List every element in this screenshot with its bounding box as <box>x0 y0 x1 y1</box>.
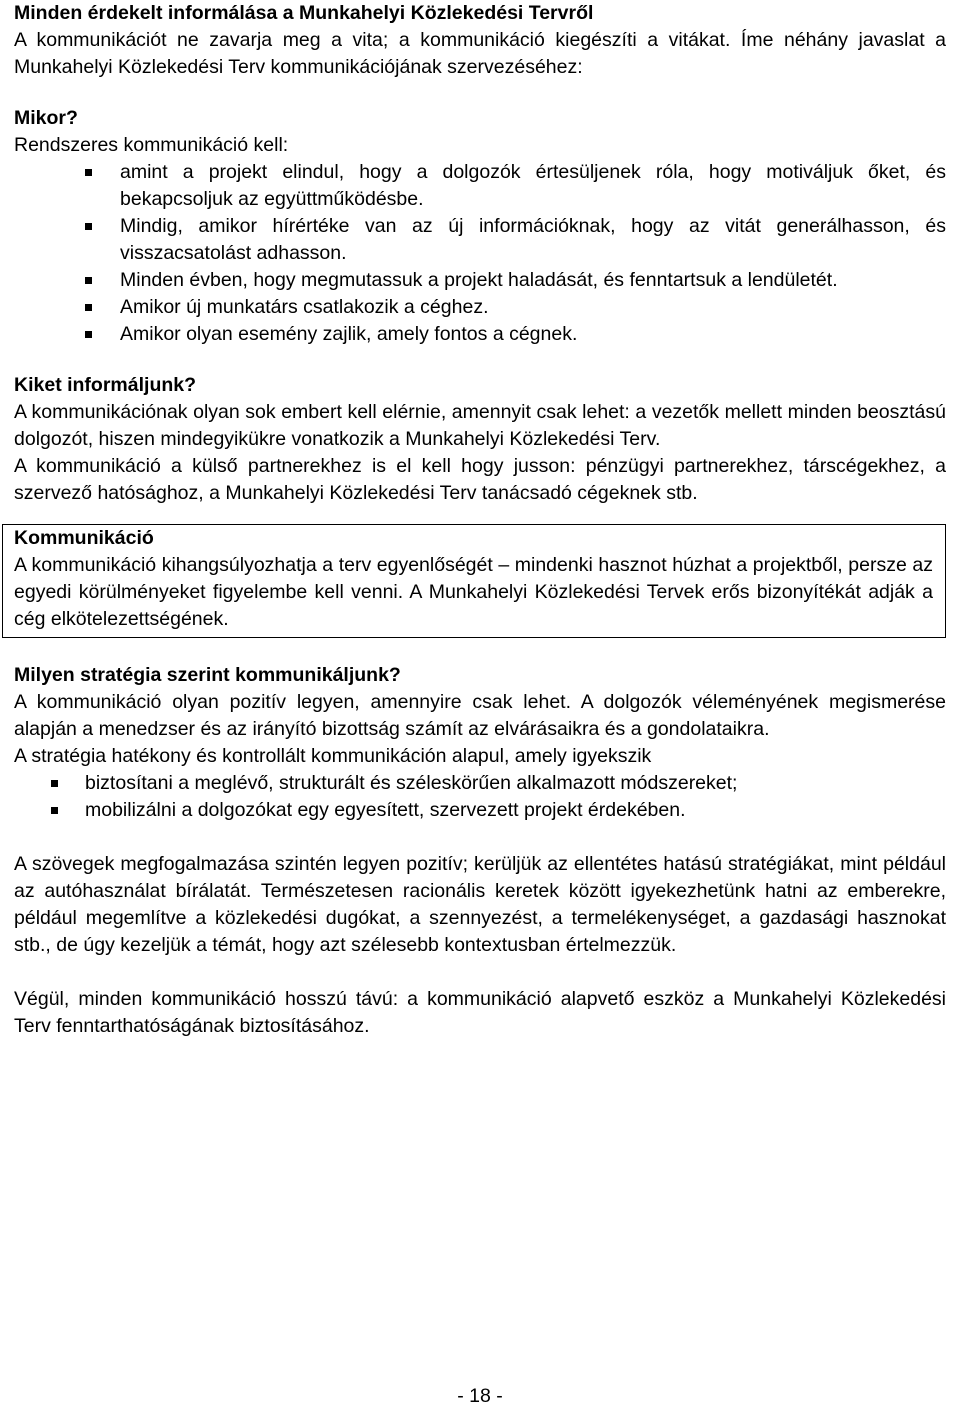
bullet-square-icon <box>85 304 92 311</box>
who-paragraph-1: A kommunikációnak olyan sok embert kell elérnie, amennyit csak lehet: a vezetők mellett minden beosztású dolgozót, hiszen mindegyikükre vonatkozik a Munkahelyi Közlekedési Terv. <box>14 401 946 450</box>
bullet-square-icon <box>85 223 92 230</box>
bullet-square-icon <box>85 277 92 284</box>
list-item: Minden évben, hogy megmutassuk a projekt haladását, és fenntartsuk a lendületét. <box>14 267 946 294</box>
list-item: biztosítani a meglévő, strukturált és széleskörűen alkalmazott módszereket; <box>14 770 946 797</box>
who-paragraph-2: A kommunikáció a külső partnerekhez is el kell hogy jusson: pénzügyi partnerekhez, társcégekhez, a szervező hatósághoz, a Munkahelyi Közlekedési Terv tanácsadó cégeknek stb. <box>14 455 946 504</box>
strategy-list <box>14 770 946 824</box>
box-paragraph: A kommunikáció kihangsúlyozhatja a terv egyenlőségét – mindenki hasznot húzhat a projektből, persze az egyedi körülményeket figyelembe kell venni. A Munkahelyi Közlekedési Tervek erős bizonyítékát adják a cég elkötelezettségének. <box>14 554 933 630</box>
strategy-paragraph-1: A kommunikáció olyan pozitív legyen, amennyire csak lehet. A dolgozók véleményének megismerése alapján a menedzser és az irányító bizottság számít az elvárásaikra és a gondolataikra. <box>14 691 946 740</box>
strategy-paragraph-4: Végül, minden kommunikáció hosszú távú: a kommunikáció alapvető eszköz a Munkahelyi Közlekedési Terv fenntarthatóságának biztosításához. <box>14 988 946 1037</box>
page-number: - 18 - <box>457 1385 503 1407</box>
bullet-square-icon <box>85 169 92 176</box>
section-title: Minden érdekelt informálása a Munkahelyi Közlekedési Tervről <box>14 2 594 24</box>
document-page <box>14 0 946 1040</box>
bullet-square-icon <box>85 331 92 338</box>
list-item: Amikor olyan esemény zajlik, amely fontos a cégnek. <box>14 321 946 348</box>
intro-paragraph: A kommunikációt ne zavarja meg a vita; a kommunikáció kiegészíti a vitákat. Íme néhány javaslat a Munkahelyi Közlekedési Terv kommunikációjának szervezéséhez: <box>14 29 946 78</box>
list-item: Mindig, amikor hírértéke van az új információknak, hogy az vitát generálhasson, és visszacsatolást adhasson. <box>14 213 946 267</box>
box-heading: Kommunikáció <box>14 527 154 549</box>
list-item: Amikor új munkatárs csatlakozik a céghez. <box>14 294 946 321</box>
list-item: amint a projekt elindul, hogy a dolgozók értesüljenek róla, hogy motiváljuk őket, és bekapcsoljuk az együttműködésbe. <box>14 159 946 213</box>
list-item: mobilizálni a dolgozókat egy egyesített, szervezett projekt érdekében. <box>14 797 946 824</box>
bullet-square-icon <box>51 807 58 814</box>
strategy-paragraph-2: A stratégia hatékony és kontrollált kommunikáción alapul, amely igyekszik <box>14 745 652 767</box>
when-heading: Mikor? <box>14 107 78 129</box>
communication-box <box>2 524 946 638</box>
when-list <box>14 159 946 348</box>
strategy-paragraph-3: A szövegek megfogalmazása szintén legyen pozitív; kerüljük az ellentétes hatású stratégiákat, mint például az autóhasználat bírálatát. Természetesen racionális keretek között igyekezhetünk hatni az emberekre, például megemlítve a közlekedési dugókat, a szennyezést, a termelékenységet, a gazdasági hasznokat stb., de úgy kezeljük a témát, hogy azt szélesebb kontextusban értelmezzük. <box>14 853 946 956</box>
who-heading: Kiket informáljunk? <box>14 374 197 396</box>
strategy-heading: Milyen stratégia szerint kommunikáljunk? <box>14 664 401 686</box>
bullet-square-icon <box>51 780 58 787</box>
when-intro: Rendszeres kommunikáció kell: <box>14 134 289 156</box>
